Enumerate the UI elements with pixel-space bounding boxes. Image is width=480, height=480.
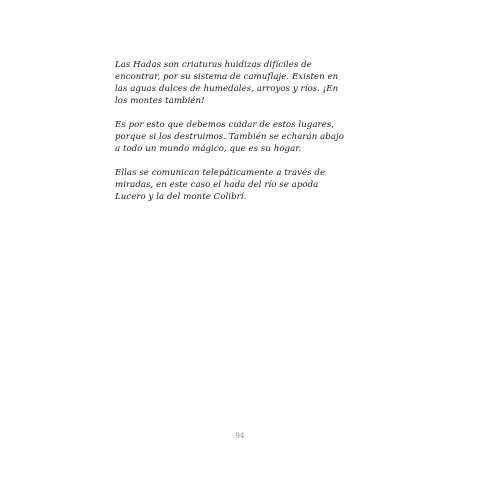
- text-line: Las Hadas son criaturas huidizas difíciles de: [115, 60, 312, 70]
- text-line: Ellas se comunican telepáticamente a través de: [115, 168, 326, 178]
- page-number: 94: [235, 432, 245, 440]
- text-line: miradas, en este caso el hada del río se apoda: [115, 180, 319, 190]
- paragraph-2: [115, 119, 355, 155]
- text-line: porque si los destruimos. También se echarán abajo: [115, 132, 344, 142]
- body-text: [115, 59, 355, 215]
- text-line: los montes también!: [115, 96, 205, 106]
- text-line: encontrar, por su sistema de camuflaje. Existen en: [115, 72, 339, 82]
- text-line: Lucero y la del monte Colibrí.: [115, 192, 247, 202]
- paragraph-3: [115, 167, 355, 203]
- text-line: a todo un mundo mágico, que es su hogar.: [115, 144, 302, 154]
- paragraph-1: [115, 59, 355, 107]
- text-line: las aguas dulces de humedales, arroyos y ríos. ¡En: [115, 84, 339, 94]
- text-line: Es por esto que debemos cuidar de estos lugares,: [115, 120, 335, 130]
